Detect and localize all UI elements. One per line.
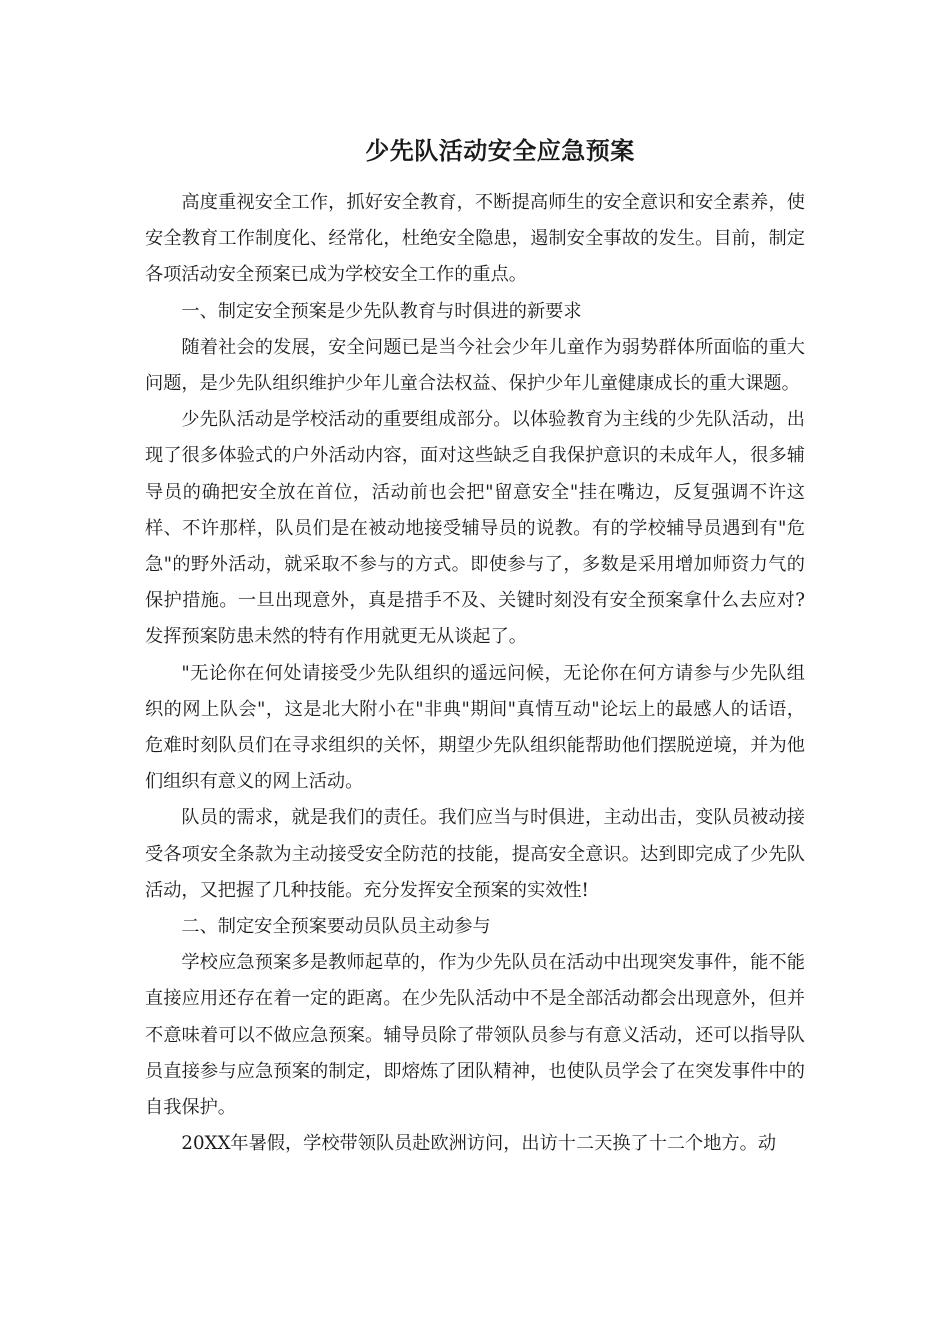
paragraph: 学校应急预案多是教师起草的，作为少先队员在活动中出现突发事件，能不能直接应用还存在着一定的距离。在少先队活动中不是全部活动都会出现意外，但并不意味着可以不做应急预案。辅导员除了带领队员参与有意义活动，还可以指导队员直接参与应急预案的制定，即熔炼了团队精神，也使队员学会了在突发事件中的自我保护。 — [145, 952, 805, 1119]
document-body — [145, 185, 805, 1162]
document-title: 少先队活动安全应急预案 — [365, 136, 635, 165]
paragraph: "无论你在何处请接受少先队组织的遥远问候，无论你在何方请参与少先队组织的网上队会"，这是北大附小在"非典"期间"真情互动"论坛上的最感人的话语，危难时刻队员们在寻求组织的关怀，期望少先队组织能帮助他们摆脱逆境，并为他们组织有意义的网上活动。 — [145, 662, 805, 793]
paragraph: 随着社会的发展，安全问题已是当今社会少年儿童作为弱势群体所面临的重大问题，是少先队组织维护少年儿童合法权益、保护少年儿童健康成长的重大课题。 — [145, 336, 805, 395]
paragraph: 少先队活动是学校活动的重要组成部分。以体验教育为主线的少先队活动，出现了很多体验式的户外活动内容，面对这些缺乏自我保护意识的未成年人，很多辅导员的确把安全放在首位，活动前也会把"留意安全"挂在嘴边，反复强调不许这样、不许那样，队员们是在被动地接受辅导员的说教。有的学校辅导员遇到有"危急"的野外活动，就采取不参与的方式。即使参与了，多数是采用增加师资力气的保护措施。一旦出现意外，真是措手不及、关键时刻没有安全预案拿什么去应对?发挥预案防患未然的特有作用就更无从谈起了。 — [145, 409, 805, 648]
paragraph: 队员的需求，就是我们的责任。我们应当与时俱进，主动出击，变队员被动接受各项安全条款为主动接受安全防范的技能，提高安全意识。达到即完成了少先队活动，又把握了几种技能。充分发挥安全预案的实效性! — [145, 807, 805, 901]
section-heading: 一、制定安全预案是少先队教育与时俱进的新要求 — [181, 300, 582, 322]
paragraph: 高度重视安全工作，抓好安全教育，不断提高师生的安全意识和安全素养，使安全教育工作制度化、经常化，杜绝安全隐患，遏制安全事故的发生。目前，制定各项活动安全预案已成为学校安全工作的重点。 — [145, 192, 805, 286]
section-heading: 二、制定安全预案要动员队员主动参与 — [181, 916, 491, 938]
paragraph: 20XX年暑假，学校带领队员赴欧洲访问，出访十二天换了十二个地方。动 — [181, 1133, 777, 1155]
